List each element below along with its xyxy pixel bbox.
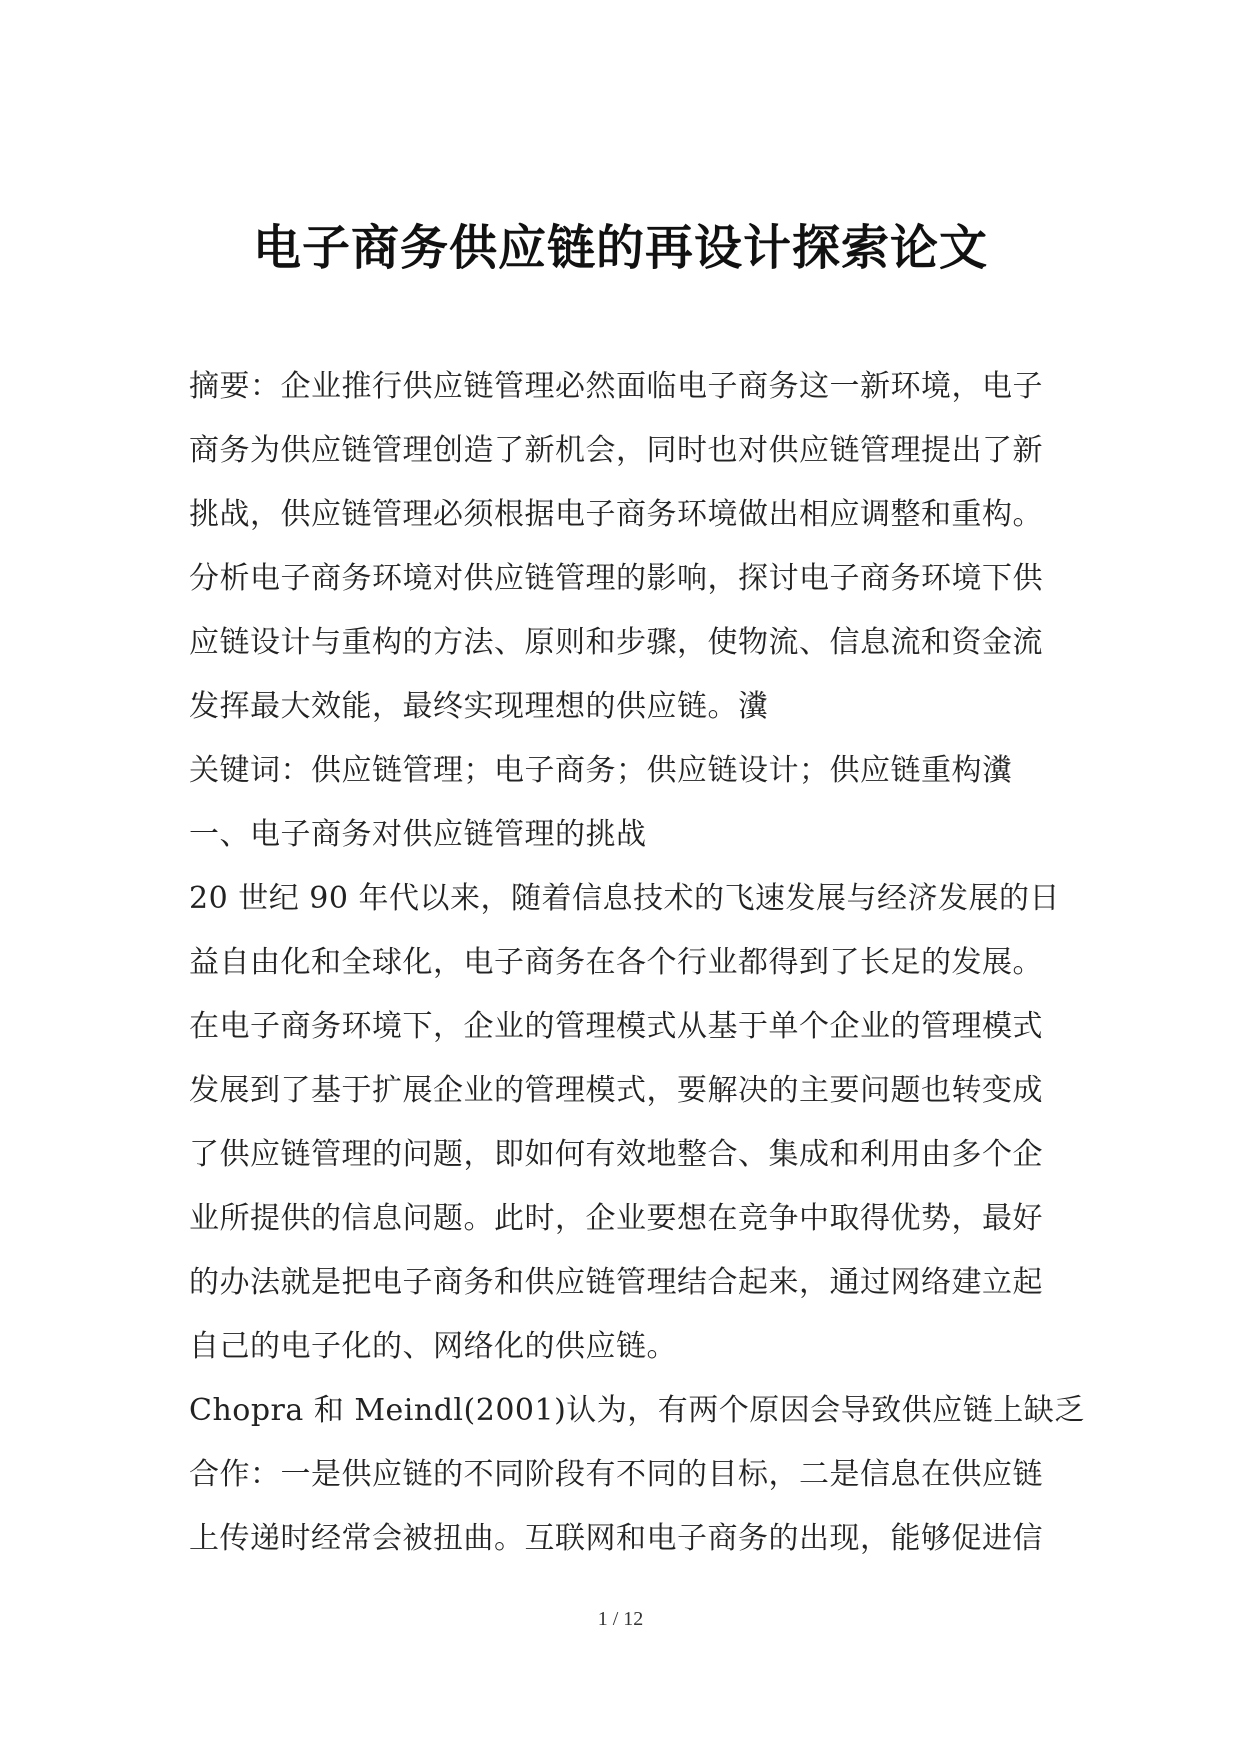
text-line: 了供应链管理的问题，即如何有效地整合、集成和利用由多个企 [189, 1137, 1043, 1172]
text-line: 分析电子商务环境对供应链管理的影响，探讨电子商务环境下供 [189, 561, 1043, 596]
text-line: 发展到了基于扩展企业的管理模式，要解决的主要问题也转变成 [189, 1073, 1043, 1108]
page-number: 1 / 12 [597, 1608, 644, 1630]
text-line: 发挥最大效能，最终实现理想的供应链。瀵 [189, 689, 769, 724]
keywords-line: 关键词：供应链管理；电子商务；供应链设计；供应链重构瀵 [189, 753, 1013, 788]
document-title: 电子商务供应链的再设计探索论文 [252, 220, 988, 276]
text-line: Chopra 和 Meindl(2001)认为，有两个原因会导致供应链上缺乏 [189, 1393, 1085, 1428]
text-line: 挑战，供应链管理必须根据电子商务环境做出相应调整和重构。 [189, 497, 1043, 532]
text-line: 的办法就是把电子商务和供应链管理结合起来，通过网络建立起 [189, 1265, 1043, 1300]
document-body [189, 355, 1085, 1571]
section-heading: 一、电子商务对供应链管理的挑战 [189, 817, 647, 852]
text-line: 20 世纪 90 年代以来，随着信息技术的飞速发展与经济发展的日 [189, 881, 1060, 916]
text-line: 商务为供应链管理创造了新机会，同时也对供应链管理提出了新 [189, 433, 1043, 468]
text-line: 业所提供的信息问题。此时，企业要想在竞争中取得优势，最好 [189, 1201, 1043, 1236]
text-line: 应链设计与重构的方法、原则和步骤，使物流、信息流和资金流 [189, 625, 1043, 660]
text-line: 上传递时经常会被扭曲。互联网和电子商务的出现，能够促进信 [189, 1521, 1043, 1556]
text-line: 在电子商务环境下，企业的管理模式从基于单个企业的管理模式 [189, 1009, 1043, 1044]
text-line: 益自由化和全球化，电子商务在各个行业都得到了长足的发展。 [189, 945, 1043, 980]
text-line: 摘要：企业推行供应链管理必然面临电子商务这一新环境，电子 [189, 369, 1043, 404]
text-line: 自己的电子化的、网络化的供应链。 [189, 1329, 677, 1364]
text-line: 合作：一是供应链的不同阶段有不同的目标，二是信息在供应链 [189, 1457, 1043, 1492]
